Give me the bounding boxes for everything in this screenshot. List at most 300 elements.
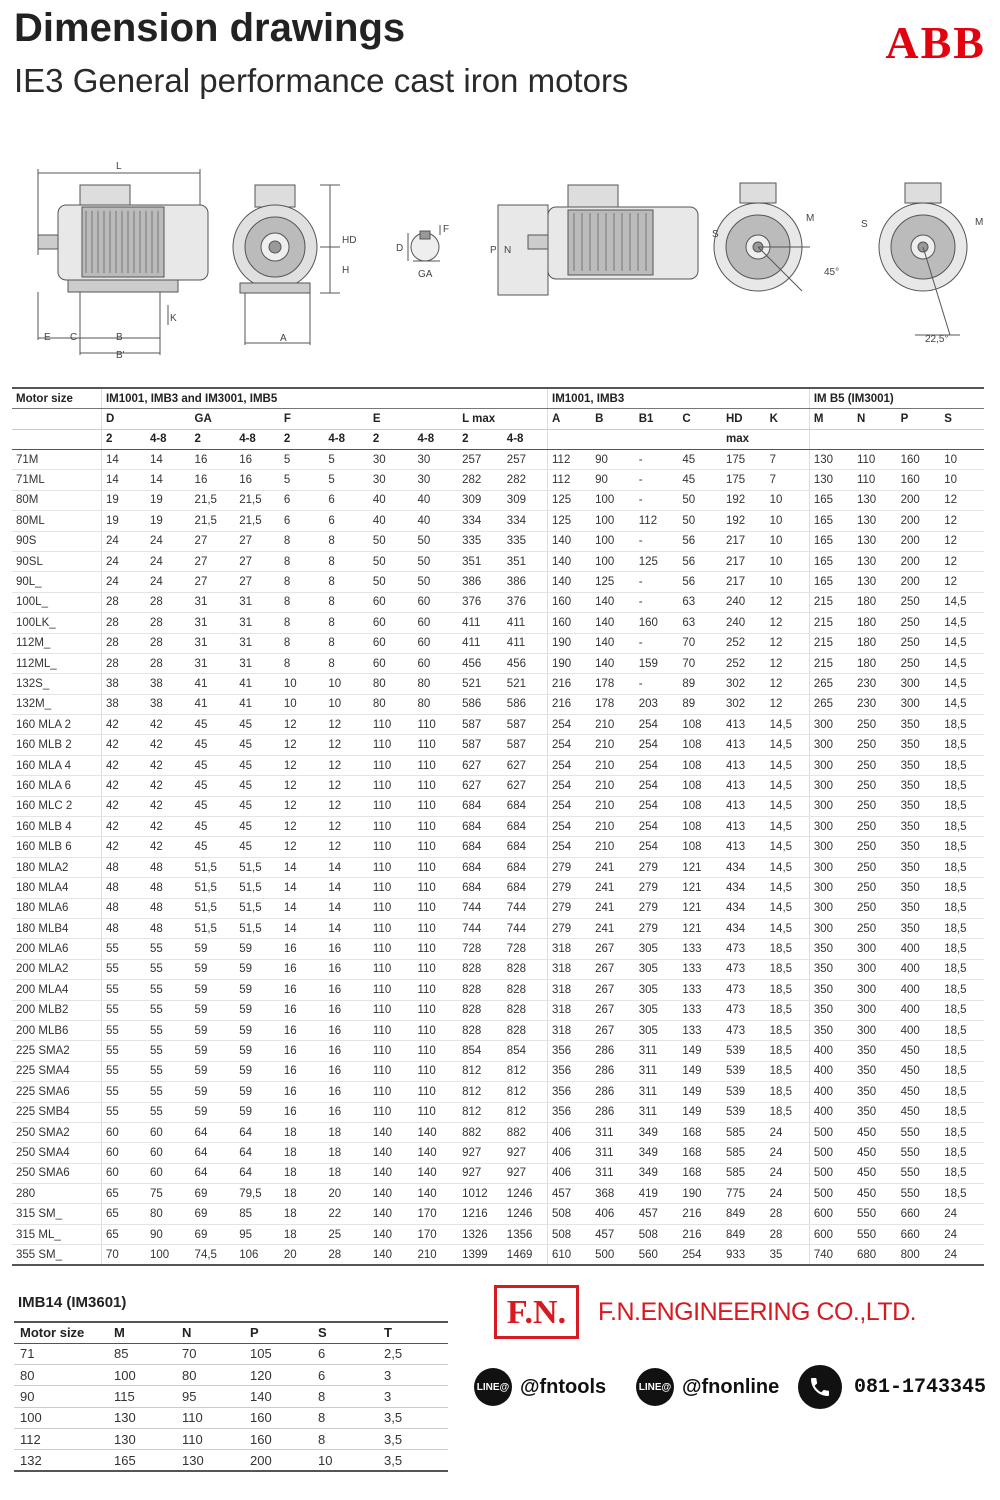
phone-contact[interactable] bbox=[798, 1365, 986, 1409]
dimension-cell: 386 bbox=[458, 572, 503, 592]
dimension-cell: 7 bbox=[766, 470, 810, 490]
dimension-cell: 350 bbox=[853, 1061, 897, 1081]
dimension-cell: 500 bbox=[809, 1143, 853, 1163]
imb14-cell: 85 bbox=[108, 1343, 176, 1364]
motor-size-cell: 200 MLA6 bbox=[12, 939, 101, 959]
dimension-cell: 125 bbox=[548, 511, 592, 531]
imb14-cell: 165 bbox=[108, 1450, 176, 1471]
imb14-cell: 160 bbox=[244, 1407, 312, 1428]
dimension-cell: 45 bbox=[235, 755, 280, 775]
dimension-cell: 350 bbox=[853, 1041, 897, 1061]
dimension-cell: 6 bbox=[324, 490, 369, 510]
group-header-imb3-imb5: IM1001, IMB3 and IM3001, IMB5 bbox=[101, 388, 547, 409]
dimension-cell: 90 bbox=[591, 450, 635, 470]
line-contact-fnonline[interactable] bbox=[636, 1365, 779, 1409]
dimension-cell: - bbox=[635, 531, 679, 551]
dimension-cell: 16 bbox=[280, 1041, 324, 1061]
dimension-cell: 24 bbox=[940, 1224, 984, 1244]
dimension-cell: 42 bbox=[101, 755, 145, 775]
dimension-cell: 14,5 bbox=[940, 653, 984, 673]
dimension-cell: 110 bbox=[369, 1102, 414, 1122]
dimension-cell: 60 bbox=[146, 1163, 191, 1183]
dimension-cell: 14 bbox=[324, 878, 369, 898]
dimension-cell: 108 bbox=[678, 715, 722, 735]
dimension-cell: 828 bbox=[458, 980, 503, 1000]
imb14-cell: 110 bbox=[176, 1428, 244, 1449]
dimension-cell: 350 bbox=[897, 715, 941, 735]
dimension-cell: 434 bbox=[722, 918, 766, 938]
dimension-cell: 14 bbox=[101, 470, 145, 490]
dimension-cell: 16 bbox=[280, 939, 324, 959]
dimension-cell: 356 bbox=[548, 1041, 592, 1061]
table-row bbox=[12, 1163, 984, 1183]
dimension-cell: 110 bbox=[369, 735, 414, 755]
dimension-cell: 539 bbox=[722, 1061, 766, 1081]
dimension-cell: 210 bbox=[591, 796, 635, 816]
dimension-cell: 311 bbox=[591, 1122, 635, 1142]
imb14-cell: 80 bbox=[14, 1365, 108, 1386]
dimension-cell: 305 bbox=[635, 980, 679, 1000]
dimension-cell: 190 bbox=[548, 653, 592, 673]
dimension-cell: 168 bbox=[678, 1163, 722, 1183]
col-header-lmax: L max bbox=[458, 409, 547, 430]
imb14-cell: 8 bbox=[312, 1386, 378, 1407]
dimension-cell: 18,5 bbox=[940, 939, 984, 959]
dimension-cell: 178 bbox=[591, 694, 635, 714]
table-row bbox=[12, 490, 984, 510]
dimension-cell: 18 bbox=[280, 1122, 324, 1142]
dimension-cell: 450 bbox=[897, 1082, 941, 1102]
col-header-c: C bbox=[678, 409, 722, 430]
dimension-cell: 5 bbox=[324, 470, 369, 490]
dimension-cell: 14 bbox=[280, 878, 324, 898]
dimension-cell: 31 bbox=[235, 613, 280, 633]
motor-size-cell: 80M bbox=[12, 490, 101, 510]
dimension-cell: 180 bbox=[853, 653, 897, 673]
dimension-cell: - bbox=[635, 633, 679, 653]
line-icon: LINE@ bbox=[636, 1368, 674, 1406]
dimension-cell: 12 bbox=[766, 653, 810, 673]
dimension-cell: 8 bbox=[280, 572, 324, 592]
dimension-cell: 279 bbox=[635, 878, 679, 898]
dimension-cell: 18,5 bbox=[940, 1143, 984, 1163]
dimension-cell: 311 bbox=[635, 1041, 679, 1061]
dimension-cell: 684 bbox=[458, 796, 503, 816]
dimension-cell: 216 bbox=[678, 1224, 722, 1244]
motor-size-cell: 180 MLA6 bbox=[12, 898, 101, 918]
dimension-cell: 19 bbox=[146, 490, 191, 510]
dimension-cell: 20 bbox=[324, 1184, 369, 1204]
dimension-cell: 351 bbox=[503, 551, 548, 571]
dimension-cell: 42 bbox=[101, 817, 145, 837]
svg-text:C: C bbox=[70, 332, 78, 343]
dimension-cell: 59 bbox=[191, 1102, 236, 1122]
dimension-cell: 110 bbox=[369, 1020, 414, 1040]
dimension-cell: 10 bbox=[766, 551, 810, 571]
dimension-cell: 240 bbox=[722, 592, 766, 612]
dimension-cell: 159 bbox=[635, 653, 679, 673]
motor-size-cell: 180 MLA2 bbox=[12, 857, 101, 877]
dimension-cell: 31 bbox=[191, 653, 236, 673]
dimension-cell: 215 bbox=[809, 592, 853, 612]
dimension-cell: 254 bbox=[635, 715, 679, 735]
dimension-cell: 21,5 bbox=[235, 511, 280, 531]
dimension-cell: 28 bbox=[146, 613, 191, 633]
dimension-cell: 22 bbox=[324, 1204, 369, 1224]
dimension-cell: 210 bbox=[591, 715, 635, 735]
dimension-cell: 18,5 bbox=[940, 980, 984, 1000]
motor-size-cell: 200 MLA2 bbox=[12, 959, 101, 979]
dimension-cell: 110 bbox=[413, 837, 458, 857]
dimension-cell: 16 bbox=[324, 1020, 369, 1040]
dimension-cell: 8 bbox=[280, 633, 324, 653]
dimension-cell: 51,5 bbox=[235, 898, 280, 918]
dimension-cell: 267 bbox=[591, 1000, 635, 1020]
imb14-cell: 71 bbox=[14, 1343, 108, 1364]
dimension-cell: 110 bbox=[413, 959, 458, 979]
dimension-cell: - bbox=[635, 470, 679, 490]
dimension-cell: 70 bbox=[101, 1245, 145, 1265]
dimension-cell: 170 bbox=[413, 1224, 458, 1244]
dimension-cell: 6 bbox=[324, 511, 369, 531]
svg-text:B': B' bbox=[116, 350, 125, 361]
imb14-cell: 140 bbox=[244, 1386, 312, 1407]
dimension-cell: 450 bbox=[853, 1163, 897, 1183]
dimension-cell: 24 bbox=[146, 531, 191, 551]
imb14-cell: 3,5 bbox=[378, 1407, 448, 1428]
dimension-cell: 1246 bbox=[503, 1184, 548, 1204]
dimension-cell: 80 bbox=[369, 694, 414, 714]
dimension-cell: 350 bbox=[853, 1102, 897, 1122]
dimension-cell: 42 bbox=[146, 715, 191, 735]
dimension-cell: 121 bbox=[678, 898, 722, 918]
motor-size-cell: 71M bbox=[12, 450, 101, 470]
dimension-cell: 18,5 bbox=[940, 1102, 984, 1122]
dimension-cell: 812 bbox=[503, 1082, 548, 1102]
subheader-cell: 2 bbox=[191, 429, 236, 450]
dimension-cell: 14 bbox=[101, 450, 145, 470]
dimension-cell: 350 bbox=[897, 898, 941, 918]
dimension-cell: 413 bbox=[722, 817, 766, 837]
dimension-cell: 18,5 bbox=[940, 1122, 984, 1142]
dimension-cell: 550 bbox=[853, 1204, 897, 1224]
table-row bbox=[12, 898, 984, 918]
dimension-cell: 539 bbox=[722, 1082, 766, 1102]
dimension-cell: 585 bbox=[722, 1122, 766, 1142]
svg-text:A: A bbox=[280, 333, 287, 344]
dimension-cell: 5 bbox=[280, 470, 324, 490]
dimension-cell: 300 bbox=[809, 918, 853, 938]
dimension-cell: 48 bbox=[146, 878, 191, 898]
motor-size-cell: 250 SMA2 bbox=[12, 1122, 101, 1142]
dimension-cell: 85 bbox=[235, 1204, 280, 1224]
dimension-cell: 65 bbox=[101, 1184, 145, 1204]
table-row bbox=[12, 653, 984, 673]
dimension-cell: 386 bbox=[503, 572, 548, 592]
dimension-cell: 854 bbox=[503, 1041, 548, 1061]
dimension-cell: 38 bbox=[101, 694, 145, 714]
dimension-cell: 16 bbox=[280, 1061, 324, 1081]
dimension-cell: 450 bbox=[853, 1184, 897, 1204]
motor-size-cell: 225 SMA6 bbox=[12, 1082, 101, 1102]
table-row bbox=[12, 1102, 984, 1122]
dimension-cell: 40 bbox=[369, 490, 414, 510]
imb14-cell: 200 bbox=[244, 1450, 312, 1471]
dimension-cell: 413 bbox=[722, 796, 766, 816]
dimension-cell: 149 bbox=[678, 1082, 722, 1102]
dimension-cell: 42 bbox=[101, 776, 145, 796]
dimension-cell: 41 bbox=[191, 674, 236, 694]
dimension-cell: 550 bbox=[853, 1224, 897, 1244]
table-row bbox=[12, 1184, 984, 1204]
dimension-cell: - bbox=[635, 572, 679, 592]
motor-size-cell: 160 MLB 6 bbox=[12, 837, 101, 857]
dimension-cell: 14 bbox=[146, 470, 191, 490]
dimension-cell: 55 bbox=[146, 980, 191, 1000]
dimension-cell: 55 bbox=[146, 939, 191, 959]
dimension-cell: 110 bbox=[413, 1082, 458, 1102]
motor-size-cell: 225 SMA4 bbox=[12, 1061, 101, 1081]
dimension-cell: 55 bbox=[101, 1102, 145, 1122]
dimension-cell: 318 bbox=[548, 980, 592, 1000]
table-row bbox=[12, 817, 984, 837]
dimension-cell: 110 bbox=[369, 980, 414, 1000]
dimension-cell: 110 bbox=[369, 918, 414, 938]
dimension-cell: 16 bbox=[191, 450, 236, 470]
dimension-cell: 368 bbox=[591, 1184, 635, 1204]
table-row bbox=[12, 1224, 984, 1244]
imb14-cell: 3,5 bbox=[378, 1428, 448, 1449]
table-row bbox=[12, 959, 984, 979]
dimension-cell: 19 bbox=[146, 511, 191, 531]
dimension-cell: 45 bbox=[235, 837, 280, 857]
dimension-cell: 40 bbox=[369, 511, 414, 531]
dimension-cell: 55 bbox=[146, 1102, 191, 1122]
dimension-cell: 59 bbox=[191, 1041, 236, 1061]
dimension-cell: 450 bbox=[853, 1143, 897, 1163]
dimension-cell: 254 bbox=[548, 817, 592, 837]
table-row bbox=[12, 1082, 984, 1102]
imb14-row bbox=[14, 1365, 448, 1386]
imb14-cell: 6 bbox=[312, 1365, 378, 1386]
dimension-cell: 12 bbox=[280, 735, 324, 755]
dimension-cell: 18,5 bbox=[940, 796, 984, 816]
dimension-cell: 12 bbox=[324, 755, 369, 775]
svg-text:K: K bbox=[170, 313, 177, 324]
dimension-cell: 406 bbox=[591, 1204, 635, 1224]
dimension-cell: 60 bbox=[369, 653, 414, 673]
dimension-cell: 311 bbox=[635, 1082, 679, 1102]
dimension-cell: 550 bbox=[897, 1184, 941, 1204]
dimension-cell: 59 bbox=[191, 1061, 236, 1081]
dimension-cell: 744 bbox=[503, 918, 548, 938]
dimension-cell: 350 bbox=[897, 878, 941, 898]
dimension-cell: 217 bbox=[722, 551, 766, 571]
dimension-cell: 50 bbox=[678, 490, 722, 510]
dimension-cell: 18 bbox=[324, 1163, 369, 1183]
svg-text:E: E bbox=[44, 332, 51, 343]
dimension-cell: 110 bbox=[369, 776, 414, 796]
dimension-cell: 376 bbox=[503, 592, 548, 612]
dimension-cell: 254 bbox=[678, 1245, 722, 1265]
dimension-cell: 175 bbox=[722, 470, 766, 490]
dimension-cell: 140 bbox=[413, 1122, 458, 1142]
imb14-cell: 130 bbox=[108, 1407, 176, 1428]
dimension-cell: 349 bbox=[635, 1163, 679, 1183]
dimension-cell: 350 bbox=[809, 1000, 853, 1020]
dimension-cell: 42 bbox=[146, 817, 191, 837]
dimension-cell: 18,5 bbox=[940, 735, 984, 755]
dimension-cell: 400 bbox=[897, 1000, 941, 1020]
dimension-cell: 121 bbox=[678, 918, 722, 938]
imb14-cell: 130 bbox=[176, 1450, 244, 1471]
dimension-cell: 740 bbox=[809, 1245, 853, 1265]
dimension-cell: 728 bbox=[458, 939, 503, 959]
dimension-cell: 110 bbox=[413, 980, 458, 1000]
dimension-cell: 48 bbox=[146, 857, 191, 877]
dimension-cell: 508 bbox=[548, 1224, 592, 1244]
dimension-cell: 500 bbox=[591, 1245, 635, 1265]
dimension-cell: 457 bbox=[591, 1224, 635, 1244]
dimension-cell: 728 bbox=[503, 939, 548, 959]
subheader-cell: 4-8 bbox=[324, 429, 369, 450]
dimension-cell: 18,5 bbox=[766, 980, 810, 1000]
dimension-cell: 140 bbox=[369, 1204, 414, 1224]
dimension-cell: 254 bbox=[548, 776, 592, 796]
page-title: Dimension drawings bbox=[14, 6, 406, 50]
dimension-cell: 42 bbox=[101, 837, 145, 857]
dimension-cell: 300 bbox=[809, 817, 853, 837]
dimension-cell: 51,5 bbox=[191, 857, 236, 877]
dimension-cell: 927 bbox=[503, 1163, 548, 1183]
dimension-cell: 539 bbox=[722, 1102, 766, 1122]
dimension-cell: 16 bbox=[324, 1061, 369, 1081]
dimension-cell: 59 bbox=[191, 1000, 236, 1020]
dimension-cell: 450 bbox=[897, 1041, 941, 1061]
dimension-cell: 311 bbox=[635, 1061, 679, 1081]
dimension-cell: 413 bbox=[722, 776, 766, 796]
dimension-cell: 550 bbox=[897, 1122, 941, 1142]
dimension-cell: 18,5 bbox=[940, 857, 984, 877]
dimension-cell: 400 bbox=[897, 1020, 941, 1040]
dimension-cell: 70 bbox=[678, 633, 722, 653]
dimension-cell: 300 bbox=[853, 1020, 897, 1040]
motor-size-cell: 71ML bbox=[12, 470, 101, 490]
dimension-cell: 60 bbox=[101, 1122, 145, 1142]
table-row bbox=[12, 531, 984, 551]
dimension-cell: 55 bbox=[101, 1000, 145, 1020]
dimension-cell: 14 bbox=[280, 898, 324, 918]
dimension-cell: 192 bbox=[722, 511, 766, 531]
dimension-cell: 812 bbox=[458, 1102, 503, 1122]
dimension-cell: 18,5 bbox=[940, 755, 984, 775]
dimension-cell: 300 bbox=[809, 857, 853, 877]
dimension-cell: 521 bbox=[458, 674, 503, 694]
dimension-cell: 60 bbox=[413, 613, 458, 633]
dimension-cell: 457 bbox=[548, 1184, 592, 1204]
table-row bbox=[12, 1204, 984, 1224]
dimension-cell: 350 bbox=[897, 837, 941, 857]
dimension-cell: 45 bbox=[678, 470, 722, 490]
dimension-cell: 48 bbox=[101, 898, 145, 918]
dimension-cell: 257 bbox=[503, 450, 548, 470]
dimension-cell: 14,5 bbox=[766, 817, 810, 837]
dimension-cell: 51,5 bbox=[191, 918, 236, 938]
dimension-cell: 309 bbox=[458, 490, 503, 510]
dimension-cell: 300 bbox=[897, 674, 941, 694]
dimension-cell: 65 bbox=[101, 1224, 145, 1244]
dimension-cell: 40 bbox=[413, 490, 458, 510]
col-header-a: A bbox=[548, 409, 592, 430]
dimension-cell: 600 bbox=[809, 1224, 853, 1244]
dimension-cell: 267 bbox=[591, 939, 635, 959]
dimension-cell: 882 bbox=[458, 1122, 503, 1142]
dimension-cell: 21,5 bbox=[191, 511, 236, 531]
dimension-cell: 42 bbox=[146, 796, 191, 816]
dimension-cell: 215 bbox=[809, 613, 853, 633]
dimension-cell: 16 bbox=[191, 470, 236, 490]
table-row bbox=[12, 1041, 984, 1061]
phone-icon bbox=[798, 1365, 842, 1409]
dimension-cell: 14,5 bbox=[940, 613, 984, 633]
motor-size-cell: 90L_ bbox=[12, 572, 101, 592]
dimension-cell: 216 bbox=[548, 674, 592, 694]
table-row bbox=[12, 878, 984, 898]
table-row bbox=[12, 511, 984, 531]
dimension-cell: 267 bbox=[591, 959, 635, 979]
svg-text:D: D bbox=[396, 243, 404, 254]
dimension-cell: 28 bbox=[101, 653, 145, 673]
dimension-cell: 300 bbox=[809, 776, 853, 796]
dimension-cell: 64 bbox=[191, 1163, 236, 1183]
subheader-cell: 2 bbox=[458, 429, 503, 450]
dimension-cell: 14,5 bbox=[766, 878, 810, 898]
imb14-cell: 100 bbox=[14, 1407, 108, 1428]
dimension-cell: 434 bbox=[722, 857, 766, 877]
dimension-cell: 230 bbox=[853, 694, 897, 714]
dimension-cell: 279 bbox=[548, 918, 592, 938]
imb14-row bbox=[14, 1343, 448, 1364]
dimension-cell: 110 bbox=[413, 715, 458, 735]
dimension-cell: 27 bbox=[235, 551, 280, 571]
dimension-cell: 125 bbox=[635, 551, 679, 571]
dimension-cell: 16 bbox=[324, 1000, 369, 1020]
line-contact-fntools[interactable] bbox=[474, 1365, 606, 1409]
dimension-cell: 215 bbox=[809, 653, 853, 673]
dimension-cell: 140 bbox=[548, 531, 592, 551]
dimension-cell: 55 bbox=[101, 939, 145, 959]
dimension-cell: 12 bbox=[280, 776, 324, 796]
dimension-cell: 50 bbox=[413, 551, 458, 571]
motor-size-cell: 100LK_ bbox=[12, 613, 101, 633]
dimension-cell: 95 bbox=[235, 1224, 280, 1244]
dimension-cell: 45 bbox=[191, 755, 236, 775]
svg-text:22,5°: 22,5° bbox=[925, 334, 949, 345]
dimension-cell: 8 bbox=[280, 531, 324, 551]
motor-size-cell: 160 MLB 4 bbox=[12, 817, 101, 837]
dimension-cell: 265 bbox=[809, 674, 853, 694]
dimension-cell: 149 bbox=[678, 1102, 722, 1122]
dimension-cell: 10 bbox=[766, 511, 810, 531]
dimension-cell: 90 bbox=[146, 1224, 191, 1244]
dimension-cell: 241 bbox=[591, 857, 635, 877]
dimension-cell: 684 bbox=[458, 817, 503, 837]
dimension-cell: 250 bbox=[897, 633, 941, 653]
dimension-cell: 14 bbox=[280, 918, 324, 938]
dimension-cell: 933 bbox=[722, 1245, 766, 1265]
dimension-cell: 149 bbox=[678, 1061, 722, 1081]
dimension-cell: 18,5 bbox=[940, 1163, 984, 1183]
